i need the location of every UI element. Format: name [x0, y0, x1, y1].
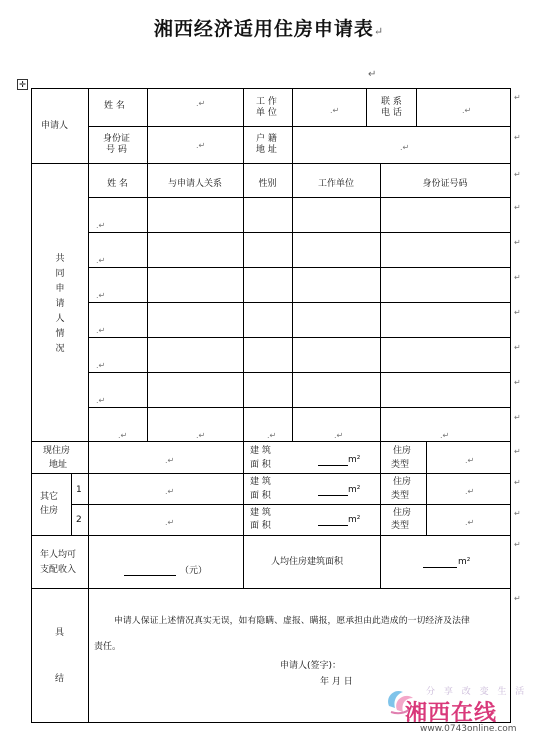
work-unit-label-line1: 工 作: [256, 97, 277, 107]
current-area-label-line2: 面 积: [250, 460, 271, 470]
phone-label-line2: 电 话: [381, 108, 402, 118]
pledge-statement-line1: 申请人保证上述情况真实无误，如有隐瞒、虚报、瞒报，愿承担由此造成的一切经济及法律: [114, 616, 470, 626]
document-title: 湘西经济适用住房申请表↵: [153, 18, 385, 40]
column-header-name: 姓 名: [107, 179, 128, 189]
column-header-work-unit: 工作单位: [317, 179, 354, 189]
other-housing-label-line1: 其它: [40, 492, 59, 502]
current-type-label-line1: 住房: [393, 446, 412, 456]
current-type-label-line2: 类型: [391, 460, 410, 470]
other-housing-row-2-number: 2: [76, 515, 82, 525]
other-housing-row-1-number: 1: [76, 485, 82, 495]
column-header-gender: 性别: [258, 179, 277, 189]
other-area-1-label-line1: 建 筑: [250, 477, 271, 487]
other-area-2-label-line1: 建 筑: [250, 508, 271, 518]
per-capita-area-unit: m²: [458, 557, 471, 567]
name-label: 姓 名: [104, 101, 125, 111]
pledge-statement-line2: 责任。: [94, 642, 122, 652]
other-type-2-label-line2: 类型: [391, 521, 410, 531]
current-area-label-line1: 建 筑: [250, 446, 271, 456]
date-label: 年 月 日: [320, 677, 353, 687]
hukou-label-line2: 地 址: [256, 145, 277, 155]
work-unit-label-line2: 单 位: [256, 108, 277, 118]
id-number-label-line1: 身份证: [103, 134, 131, 144]
paragraph-mark-icon: ↵: [368, 69, 377, 80]
column-header-relationship: 与申请人关系: [167, 179, 222, 189]
id-number-label-line2: 号 码: [106, 145, 127, 155]
other-area-1-label-line2: 面 积: [250, 491, 271, 501]
current-housing-label-line1: 现住房: [43, 446, 71, 456]
other-type-1-label-line2: 类型: [391, 491, 410, 501]
watermark-brand: 湘西在线: [405, 701, 498, 726]
current-area-unit: m²: [348, 455, 361, 465]
phone-label-line1: 联 系: [381, 97, 402, 107]
other-area-2-label-line2: 面 积: [250, 521, 271, 531]
current-housing-label-line2: 地址: [49, 460, 68, 470]
other-type-1-label-line1: 住房: [393, 477, 412, 487]
other-area-2-unit: m²: [348, 515, 361, 525]
hukou-label-line1: 户 籍: [256, 134, 277, 144]
pledge-label-char-2: 结: [55, 674, 65, 684]
pledge-label-char-1: 具: [55, 628, 65, 638]
per-capita-area-label: 人均住房建筑面积: [271, 557, 344, 567]
column-header-id-number: 身份证号码: [422, 179, 468, 189]
co-applicant-section-label: 共 同 申 请 人 情 况: [55, 254, 65, 354]
watermark-slogan: 分 享 改 变 生 活: [426, 687, 528, 697]
other-housing-label-line2: 住房: [40, 506, 59, 516]
other-type-2-label-line1: 住房: [393, 508, 412, 518]
table-move-handle-icon[interactable]: ✛: [17, 79, 28, 90]
income-label-line2: 支配收入: [40, 565, 77, 575]
watermark-url: www.0743online.com: [420, 724, 517, 734]
signature-label: 申请人(签字)：: [280, 661, 342, 671]
other-area-1-unit: m²: [348, 485, 361, 495]
applicant-section-label: 申请人: [41, 121, 69, 131]
income-label-line1: 年人均可: [40, 550, 77, 560]
income-unit: （元）: [180, 566, 208, 576]
